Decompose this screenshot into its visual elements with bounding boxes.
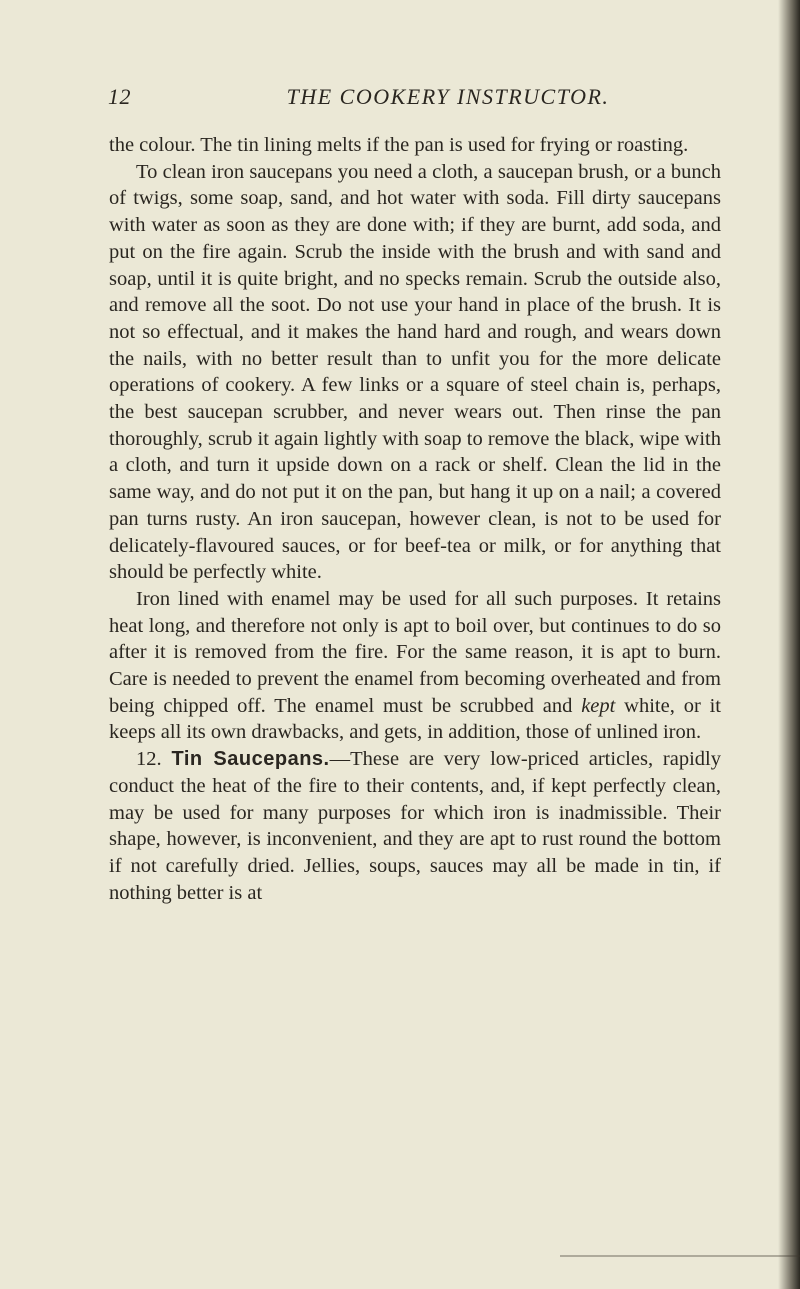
paragraph-enamel	[109, 586, 721, 746]
running-head	[108, 84, 728, 114]
body-text	[109, 132, 721, 906]
paragraph-continuation: the colour. The tin lining melts if the pan is used for frying or roasting.	[109, 134, 689, 156]
section-number: 12.	[136, 748, 162, 771]
paragraph-tin-saucepans	[109, 746, 721, 906]
paragraph-enamel-text-2: white, or it keeps all its own drawbacks, and gets, in addition, those of unlined iron.	[109, 694, 722, 744]
paragraph-enamel-text-1: Iron lined with enamel may be used for all such purposes. It retains heat long, and therefore not only is apt to boil over, but continues to do so after it is removed from the fire. For the same reason, it is apt to burn. Care is needed to prevent the enamel from becoming overheated and from being chipped off. The enamel must be scrubbed and	[109, 587, 721, 717]
running-title: THE COOKERY INSTRUCTOR.	[286, 84, 610, 109]
page-number: 12	[108, 84, 131, 109]
section-heading: Tin Saucepans.	[171, 748, 330, 771]
paragraph-iron-saucepans: To clean iron saucepans you need a cloth, a saucepan brush, or a bunch of twigs, some soap, sand, and hot water with soda. Fill dirty saucepans with water as soon as they are done with; if they are burnt, add soda, and put on the fire again. Scrub the inside with the brush and with sand and soap, until it is quite bright, and no specks remain. Scrub the outside also, and remove all the soot. Do not use your hand in place of the brush. It is not so effectual, and it makes the hand hard and rough, and wears down the nails, with no better result than to unfit you for the more delicate operations of cookery. A few links or a square of steel chain is, perhaps, the best saucepan scrubber, and never wears out. Then rinse the pan thoroughly, scrub it again lightly with soap to remove the black, wipe with a cloth, and turn it upside down on a rack or shelf. Clean the lid in the same way, and do not put it on the pan, but hang it up on a nail; a covered pan turns rusty. An iron saucepan, however clean, is not to be used for delicately-flavoured sauces, or for beef-tea or milk, or for anything that should be perfectly white.	[109, 160, 721, 584]
page-edge-line	[560, 1255, 800, 1257]
section-text: —These are very low-priced articles, rapidly conduct the heat of the fire to their contents, and, if kept perfectly clean, may be used for many purposes for which iron is inadmissible. Their shape, however, is inconvenient, and they are apt to rust round the bottom if not carefully dried. Jellies, soups, sauces may all be made in tin, if nothing better is at	[109, 748, 721, 904]
emphasis-kept: kept	[581, 694, 616, 717]
spine-shadow	[778, 0, 800, 1289]
